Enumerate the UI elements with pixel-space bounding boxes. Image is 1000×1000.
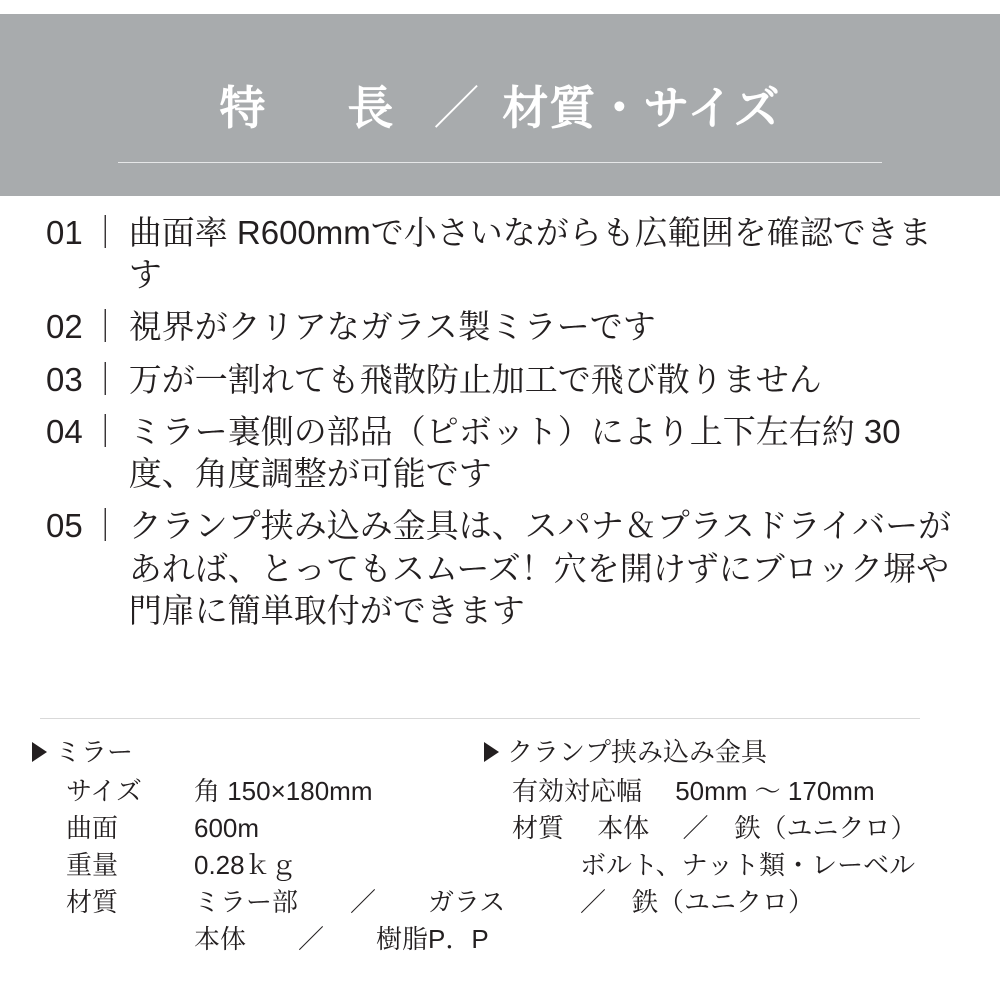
spec-value: 0.28ｋｇ	[194, 849, 297, 880]
spec-row	[32, 921, 489, 958]
feature-text: ミラー裏側の部品（ピボット）により上下左右約 30 度、角度調整が可能です	[128, 412, 901, 493]
spec-value: 本体 ／ 樹脂P．P	[194, 923, 489, 954]
spec-value: ボルト、ナット類・レーベル	[580, 849, 916, 880]
header-band	[0, 14, 1000, 196]
feature-text: クランプ挟み込み金具は、スパナ＆プラスドライバーがあれば、とってもスムーズ！穴を開けずにブロック塀や門扉に簡単取付ができます	[128, 507, 952, 629]
spec-value: ミラー部 ／ ガラス	[194, 886, 506, 917]
feature-list	[46, 212, 954, 642]
feature-item	[46, 411, 954, 495]
feature-item	[46, 212, 954, 296]
spec-value: ／ 鉄（ユニクロ）	[580, 886, 815, 917]
feature-number: 03	[46, 360, 83, 398]
feature-number: 01	[46, 214, 83, 251]
header-divider	[118, 162, 882, 163]
feature-item	[46, 359, 954, 401]
spec-heading-label: ミラー	[55, 737, 134, 767]
feature-separator: ｜	[88, 412, 122, 450]
feature-item	[46, 505, 954, 632]
feature-text: 曲面率 R600mmで小さいながらも広範囲を確認できます	[128, 214, 932, 294]
triangle-bullet-icon	[484, 742, 499, 762]
spec-heading-mirror	[32, 734, 484, 771]
spec-heading-label: クランプ挟み込み金具	[507, 737, 768, 767]
page-title	[0, 72, 1000, 138]
spec-label: サイズ	[66, 775, 142, 806]
spec-value: 角 150×180mm	[194, 775, 373, 806]
feature-separator: ｜	[88, 507, 122, 545]
spec-row	[32, 773, 484, 810]
feature-number: 04	[46, 412, 83, 450]
spec-row	[484, 847, 984, 884]
spec-row	[484, 773, 984, 810]
feature-text: 万が一割れても飛散防止加工で飛び散りません	[128, 360, 822, 398]
feature-separator: ｜	[88, 360, 122, 398]
feature-item	[46, 306, 954, 348]
page-title-right: 材質・サイズ	[502, 82, 781, 134]
spec-label	[66, 921, 194, 958]
spec-row	[32, 884, 506, 921]
spec-row	[484, 884, 984, 921]
feature-separator: ｜	[88, 214, 122, 251]
spec-column-clamp	[484, 734, 984, 957]
page-title-separator: ／	[433, 82, 481, 134]
feature-separator: ｜	[88, 308, 122, 346]
spec-row	[484, 810, 984, 847]
spec-label: 曲面	[66, 812, 119, 843]
page-title-left: 特 長	[219, 82, 412, 134]
spec-heading-clamp	[484, 734, 984, 771]
feature-text: 視界がクリアなガラス製ミラーです	[128, 308, 656, 346]
spec-value: 600m	[194, 812, 260, 843]
spec-columns	[32, 734, 984, 957]
spec-value: 有効対応幅 50mm 〜 170mm	[512, 775, 875, 806]
section-divider	[40, 718, 920, 719]
spec-column-mirror	[32, 734, 506, 957]
spec-label: 材質	[66, 886, 119, 917]
triangle-bullet-icon	[32, 742, 47, 762]
spec-value: 材質 本体 ／ 鉄（ユニクロ）	[512, 812, 917, 843]
spec-row	[32, 810, 484, 847]
spec-label: 重量	[66, 849, 119, 880]
feature-number: 05	[46, 507, 83, 545]
feature-number: 02	[46, 308, 83, 346]
spec-row	[32, 847, 484, 884]
